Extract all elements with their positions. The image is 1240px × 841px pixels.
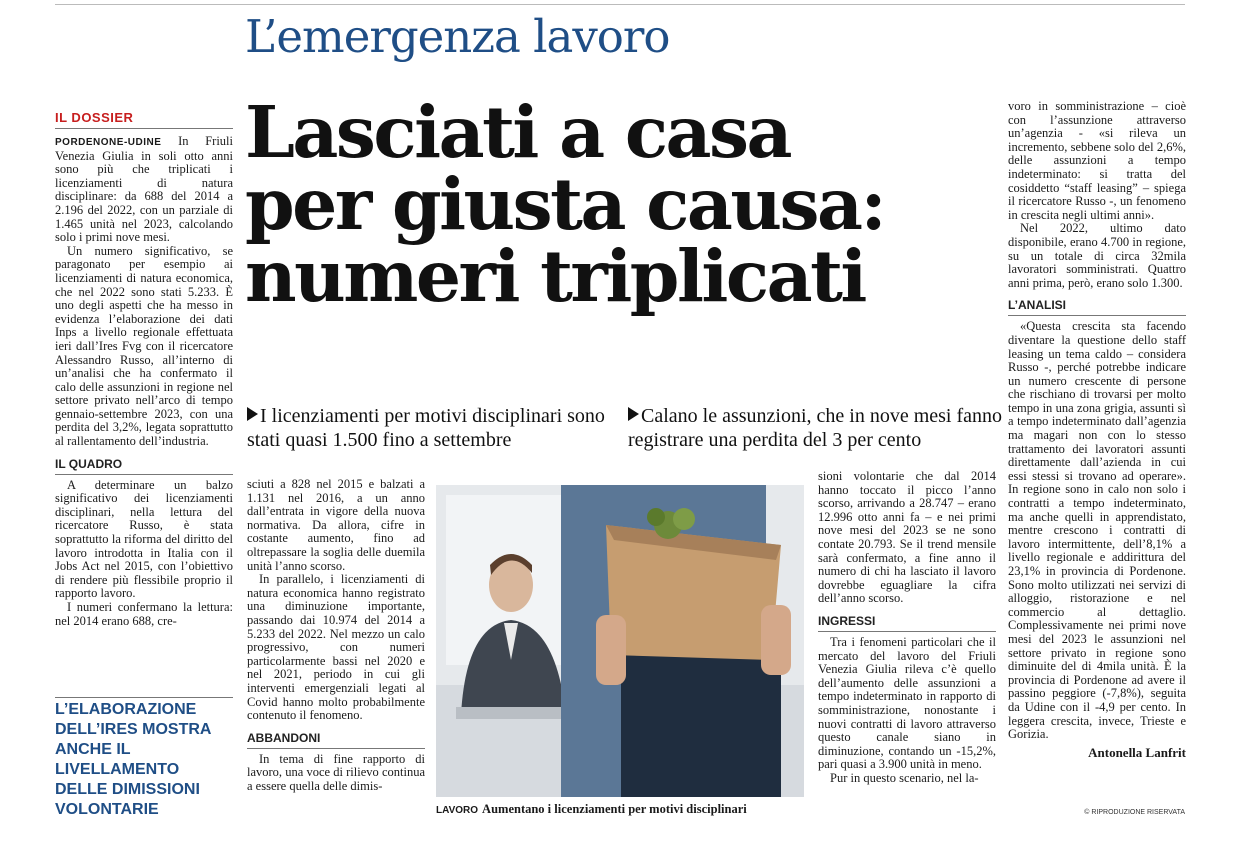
deck-2 [628, 404, 1003, 452]
left-body [55, 135, 233, 449]
section-label-dossier: IL DOSSIER [55, 110, 233, 129]
paragraph: I numeri confermano la lettura: nel 2014 erano 688, cre- [55, 600, 233, 628]
middle-column-1 [247, 478, 425, 793]
left-body-2 [55, 479, 233, 629]
deck-text: I licenziamenti per motivi disciplinari sono stati quasi 1.500 fino a settembre [247, 405, 605, 451]
paragraph: Nel 2022, ultimo dato disponibile, erano 4.700 in regione, su un totale di circa 32mila lavoratori somministrati. Quattro anni prima, però, erano solo 1.300. [1008, 221, 1186, 290]
headline-line: numeri triplicati [245, 234, 865, 318]
section-label-ingressi: INGRESSI [818, 614, 996, 632]
mid1-body [247, 478, 425, 723]
paragraph: Tra i fenomeni particolari che il mercato del lavoro del Friuli Venezia Giulia rileva c’è quello dell’aumento delle assunzioni a tempo indeterminato in rapporto di somministrazione, nonostante i nuovi contratti di lavoro attraverso questo canale siano in diminuzione, contando un -15,2%, pari quasi a 3.900 unità in meno. [818, 634, 996, 772]
mid2-body-2 [818, 636, 996, 786]
caption-text: Aumentano i licenziamenti per motivi disciplinari [482, 802, 747, 816]
headline-line: per giusta causa: [245, 162, 885, 246]
paragraph: Pur in questo scenario, nel la- [830, 770, 979, 785]
paragraph: voro in somministrazione – cioè con l’assunzione attraverso un’agenzia - «si rileva un incremento, sebbene solo del 2,6%, delle assunzioni a tempo indeterminato: si tratta del cosiddetto “staff leasing” – spiega il ricercatore Russo -, un fenomeno in crescita negli ultimi anni». [1008, 99, 1186, 222]
triangle-bullet-icon [628, 407, 639, 421]
pull-quote: L’ELABORAZIONE DELL’IRES MOSTRA ANCHE IL LIVELLAMENTO DELLE DIMISSIONI VOLONTARIE [55, 697, 233, 820]
section-label-abbandoni: ABBANDONI [247, 731, 425, 749]
mid2-body [818, 470, 996, 606]
right-column [1008, 100, 1186, 761]
section-label-analisi: L’ANALISI [1008, 298, 1186, 316]
triangle-bullet-icon [247, 407, 258, 421]
paragraph: In tema di fine rapporto di lavoro, una voce di rilievo continua a essere quella delle dimis- [247, 751, 425, 793]
paragraph: A determinare un balzo significativo dei licenziamenti disciplinari, nella lettura del ricercatore Russo, è stata soprattutto la riforma del diritto del lavoro introdotta in Italia con il Jobs Act nel 2015, con l’obiettivo di rendere più flessibile proprio il rapporto lavoro. [55, 477, 233, 601]
paragraph: «Questa crescita sta facendo diventare la questione dello staff leasing un tema caldo – considera Russo -, perché potrebbe indicare un numero crescente di persone che rischiano di trovarsi per molto tempo in una zona grigia, assunti sì a tempo indeterminato dall’agenzia ma magari non con lo stesso trattamento dei lavoratori assunti direttamente dall’azienda in cui essi stessi si trovano ad operare». In regione sono in calo non solo i contratti a tempo indeterminato, ma anche quelli in apprendistato, mentre crescono i contratti di lavoro intermittente, dell’8,1% a livello regionale e addirittura del 23,1% in provincia di Pordenone. Sono molto utilizzati nei servizi di alloggio, ristorazione e nel commercio al dettaglio. Complessivamente nei primi nove mesi del 2023 le assunzioni nel settore privato in regione sono diminuite del di 4mila unità. È la provincia di Pordenone ad avere il passino peggiore (-7,8%), seguita da Udine con il -4,9 per cento. In leggera crescita, invece, Trieste e Gorizia. [1008, 319, 1186, 742]
headline [245, 90, 995, 318]
mid1-body-2 [247, 753, 425, 794]
photo-caption [436, 802, 816, 817]
paragraph-text: In Friuli Venezia Giulia in soli otto anni sono più che triplicati i licenziamenti di natura disciplinare: da 688 del 2014 a 2.196 del 2022, con un parziale di 1.465 unità nel 2023, calcolando solo i primi nove mesi. [55, 134, 234, 245]
section-kicker: L’emergenza lavoro [245, 10, 670, 63]
author-signature: Antonella Lanfrit [1088, 744, 1186, 760]
right-body-2 [1008, 320, 1186, 741]
photo-illustration [436, 485, 804, 797]
deck-1 [247, 404, 617, 452]
top-rule [55, 4, 1185, 5]
section-label-quadro: IL QUADRO [55, 457, 233, 475]
paragraph: In parallelo, i licenziamenti di natura economica hanno registrato una diminuzione importante, passando dai 10.974 del 2014 a 5.233 del 2022. Nel mezzo un calo progressivo, con numeri particolarmente bassi nel 2020 e nel 2021, periodo in cui gli interventi emergenziali legati al Covid hanno molto probabilmente contenuto il fenomeno. [247, 572, 425, 723]
deck-text: Calano le assunzioni, che in nove mesi fanno registrare una perdita del 3 per cento [628, 405, 1003, 451]
paragraph: sciuti a 828 nel 2015 e balzati a 1.131 nel 2016, a un anno dall’entrata in vigore della nuova normativa. Da allora, cifre in costante aumento, fino ad oltrepassare la soglia delle duemila unità l’anno scorso. [247, 477, 425, 573]
paragraph: sioni volontarie che dal 2014 hanno toccato il picco l’anno scorso, arrivando a 28.747 – erano 12.996 otto anni fa – e nei primi nove mesi del 2023 se ne sono contate 20.793. Se il trend mensile sarà confermato, a fine anno il numero di chi ha lasciato il lavoro dovrebbe eguagliare la cifra dell’anno scorso. [818, 469, 996, 606]
news-photo [436, 485, 804, 797]
copyright-notice: © RIPRODUZIONE RISERVATA [1084, 809, 1185, 816]
caption-tag: LAVORO [436, 805, 479, 816]
dateline: PORDENONE-UDINE [55, 137, 162, 148]
paragraph [55, 135, 233, 245]
paragraph: Un numero significativo, se paragonato per esempio ai licenziamenti di natura economica, che nel 2022 sono stati 5.233. È uno degli aspetti che ha messo in evidenza l’elaborazione dei dati Inps a livello regionale effettuata ieri dall’Ires Fvg con il ricercatore Alessandro Russo, all’interno di un’analisi che ha confermato il calo delle assunzioni in regione nel settore privato nell’arco di tempo gennaio-settembre 2023, con una perdita del 3,2%, legata soprattutto al rallentamento dell’industria. [55, 243, 233, 449]
left-column [55, 110, 233, 628]
middle-column-2 [818, 470, 996, 785]
right-body [1008, 100, 1186, 290]
headline-line: Lasciati a casa [245, 90, 791, 174]
